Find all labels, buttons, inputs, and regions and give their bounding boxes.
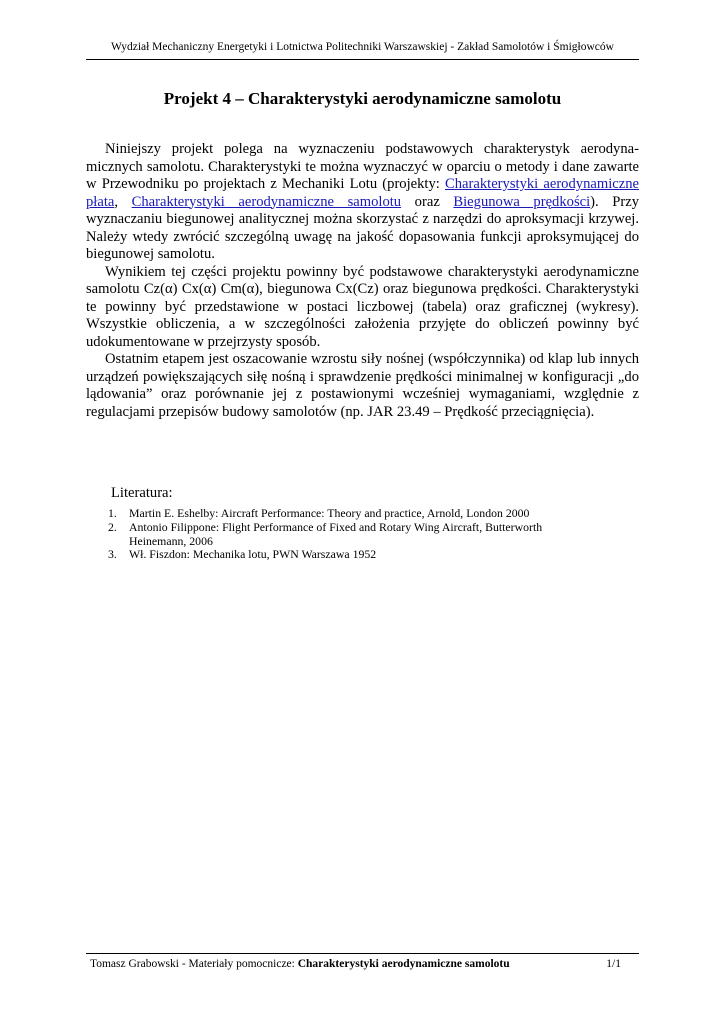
paragraph-intro-text: Niniejszy projekt polega na wyznaczeniu podstawowych charakterystyk aerodynamicznych samolotu. Charakterystyki te można wyznaczyć w oparciu o metody i dane zawarte w Przewodniku po projektach z Mechaniki Lotu (projekty:: [86, 141, 639, 192]
link-separator: ,: [114, 193, 132, 210]
link-aircraft-characteristics[interactable]: Charakterystyki aerodynamiczne samolotu: [131, 193, 402, 210]
header-divider: [86, 59, 639, 60]
link-separator: oraz: [401, 193, 454, 210]
list-item-number: 1.: [108, 506, 117, 520]
list-item-number: 3.: [108, 547, 117, 562]
document-title: Projekt 4 – Charakterystyki aerodynamiczne samolotu: [163, 89, 562, 108]
literature-heading: Literatura:: [111, 485, 173, 501]
page-number: 1/1: [606, 958, 621, 970]
paragraph-intro: [86, 141, 639, 264]
footer-divider: [86, 953, 639, 954]
list-item-text: Antonio Filippone: Flight Performance of Fixed and Rotary Wing Aircraft, Butterworth Heinemann, 2006: [129, 519, 543, 548]
paragraph-intro-tail: ). Przy wyznaczaniu biegunowej analitycznej można skorzystać z narzędzi do aproksymacji krzywej. Należy wtedy zwrócić szczególną uwagę na jakość dopasowania funkcji aproksymującej do biegunowej samolotu.: [86, 193, 639, 262]
list-item-text: Martin E. Eshelby: Aircraft Performance: Theory and practice, Arnold, London 2000: [129, 506, 530, 520]
list-item: [86, 521, 566, 549]
paragraph-flaps: Ostatnim etapem jest oszacowanie wzrostu siły nośnej (współczynnika) od klap lub innych urządzeń powiększających siłę nośną i sprawdzenie prędkości minimalnej w konfiguracji „do lądowania” oraz porównanie jej z postawionymi wcześniej wymaganiami, względnie z regulacjami przepisów budowy samolotów (np. JAR 23.49 – Prędkość przeciągnięcia).: [86, 351, 639, 420]
document-body: [86, 141, 639, 421]
page-header: Wydział Mechaniczny Energetyki i Lotnictwa Politechniki Warszawskiej - Zakład Samolotów i Śmigłowców: [111, 41, 614, 53]
link-speed-polar[interactable]: Biegunowa prędkości: [453, 193, 591, 210]
list-item-number: 2.: [108, 519, 117, 534]
list-item-text: Wł. Fiszdon: Mechanika lotu, PWN Warszawa 1952: [129, 547, 377, 562]
footer-title: Charakterystyki aerodynamiczne samolotu: [297, 958, 510, 970]
footer-author: Tomasz Grabowski - Materiały pomocnicze:: [90, 958, 298, 970]
list-item: [86, 507, 566, 521]
paragraph-results: Wynikiem tej części projektu powinny być podstawowe charakterystyki aerodynamiczne samolotu Cz(α) Cx(α) Cm(α), biegunowa Cx(Cz) oraz biegunowa prędkości. Charakterystyki te powinny być przedstawione w postaci liczbowej (tabela) oraz graficznej (wykresy). Wszystkie obliczenia, a w szczególności założenia przyjęte do obliczeń powinny być udokumentowane w przejrzysty sposób.: [86, 263, 639, 350]
page-footer: [90, 957, 635, 971]
list-item: [86, 548, 566, 562]
link-wing-characteristics[interactable]: Charakterystyki aerodynamiczne płata: [86, 176, 639, 210]
literature-list: [86, 507, 566, 562]
